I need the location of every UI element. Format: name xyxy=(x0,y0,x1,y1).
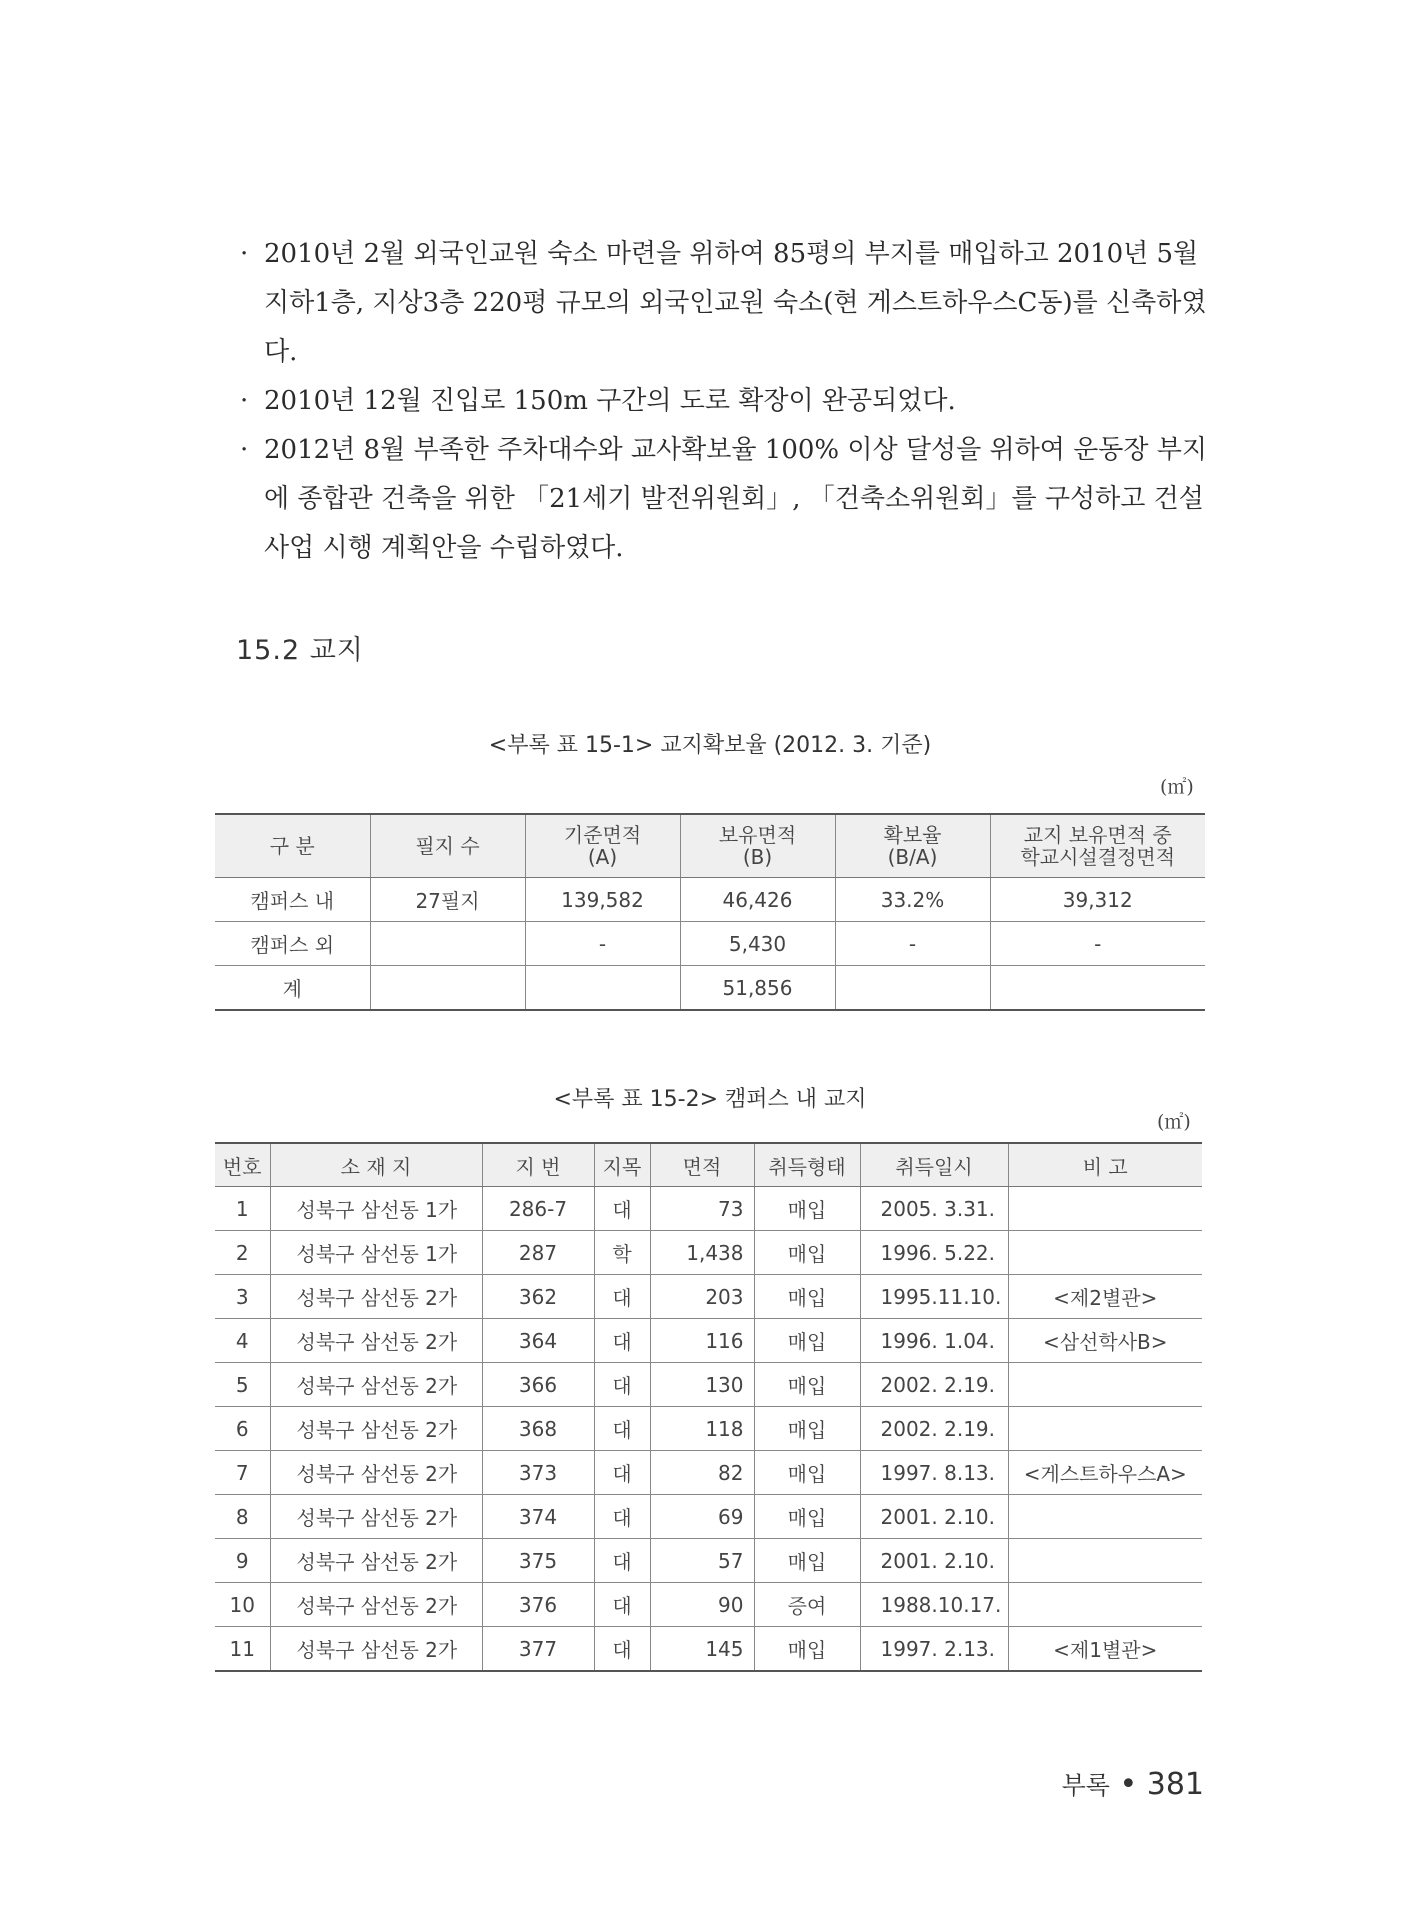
header-cell: 지목 xyxy=(594,1143,650,1187)
table-cell: 대 xyxy=(594,1495,650,1539)
table-cell xyxy=(1008,1231,1202,1275)
header-cell xyxy=(525,814,680,878)
table-cell: 매입 xyxy=(754,1231,860,1275)
table-cell: 1997. 8.13. xyxy=(860,1451,1008,1495)
page-number: 381 xyxy=(1146,1767,1204,1802)
table-cell: 성북구 삼선동 2가 xyxy=(270,1451,482,1495)
table-cell: 1995.11.10. xyxy=(860,1275,1008,1319)
table-cell: <게스트하우스A> xyxy=(1008,1451,1202,1495)
table2-unit: (㎡) xyxy=(1157,1111,1191,1133)
table-header-row xyxy=(215,1143,1202,1187)
table-cell: 2002. 2.19. xyxy=(860,1363,1008,1407)
table-cell: 1988.10.17. xyxy=(860,1583,1008,1627)
table-row xyxy=(215,878,1205,922)
table-cell: 매입 xyxy=(754,1495,860,1539)
table-cell: 366 xyxy=(482,1363,594,1407)
land-ratio-table xyxy=(215,813,1205,1011)
table-cell: 대 xyxy=(594,1539,650,1583)
table-cell xyxy=(1008,1495,1202,1539)
table-row xyxy=(215,1627,1202,1672)
bullet-text: 2012년 8월 부족한 주차대수와 교사확보율 100% 이상 달성을 위하여 운동장 부지에 종합관 건축을 위한 「21세기 발전위원회」, 「건축소위원회」를 구성하고 건설사업 시행 계획안을 수립하였다. xyxy=(264,435,1207,563)
table-cell: 139,582 xyxy=(525,878,680,922)
table-cell: 매입 xyxy=(754,1187,860,1231)
table-cell: 5,430 xyxy=(680,922,835,966)
table-cell: 매입 xyxy=(754,1407,860,1451)
table1-unit: (㎡) xyxy=(1160,776,1194,798)
table-row xyxy=(215,1495,1202,1539)
table-cell: 매입 xyxy=(754,1275,860,1319)
header-line: 교지 보유면적 중 xyxy=(1023,823,1172,847)
campus-land-table xyxy=(215,1142,1202,1672)
table-cell xyxy=(1008,1407,1202,1451)
table-cell: 1996. 1.04. xyxy=(860,1319,1008,1363)
header-cell: 비 고 xyxy=(1008,1143,1202,1187)
table-cell: 1 xyxy=(215,1187,270,1231)
table-cell: 203 xyxy=(650,1275,754,1319)
table-cell: <제2별관> xyxy=(1008,1275,1202,1319)
table-cell: - xyxy=(525,922,680,966)
table-row xyxy=(215,1583,1202,1627)
table-cell: - xyxy=(835,922,990,966)
table-cell: 145 xyxy=(650,1627,754,1672)
table-row xyxy=(215,1539,1202,1583)
table-cell: 57 xyxy=(650,1539,754,1583)
header-line: 기준면적 xyxy=(563,823,642,847)
table-cell: - xyxy=(990,922,1205,966)
table-cell: 대 xyxy=(594,1187,650,1231)
header-line: (A) xyxy=(587,845,618,869)
table-cell: 2002. 2.19. xyxy=(860,1407,1008,1451)
table-cell: 73 xyxy=(650,1187,754,1231)
table-cell: 성북구 삼선동 1가 xyxy=(270,1187,482,1231)
table-cell: 매입 xyxy=(754,1319,860,1363)
bullet-list xyxy=(240,230,1210,573)
table-cell: 4 xyxy=(215,1319,270,1363)
table-cell: 8 xyxy=(215,1495,270,1539)
table-cell: 대 xyxy=(594,1319,650,1363)
bullet-marker: · xyxy=(240,239,249,269)
table-cell: 2001. 2.10. xyxy=(860,1539,1008,1583)
table-cell: 51,856 xyxy=(680,966,835,1011)
table-cell: 3 xyxy=(215,1275,270,1319)
table-cell xyxy=(370,922,525,966)
section-title: 15.2 교지 xyxy=(236,635,364,666)
table-cell: 39,312 xyxy=(990,878,1205,922)
table-row xyxy=(215,1319,1202,1363)
table-cell: 9 xyxy=(215,1539,270,1583)
header-cell: 지 번 xyxy=(482,1143,594,1187)
table-row xyxy=(215,1363,1202,1407)
table-cell: 286-7 xyxy=(482,1187,594,1231)
table2-caption: <부록 표 15-2> 캠퍼스 내 교지 xyxy=(553,1087,867,1112)
table-cell: 성북구 삼선동 2가 xyxy=(270,1583,482,1627)
table-row xyxy=(215,966,1205,1011)
table-cell: 373 xyxy=(482,1451,594,1495)
bullet-item xyxy=(240,377,1210,426)
table-cell: 362 xyxy=(482,1275,594,1319)
table-cell xyxy=(990,966,1205,1011)
table1-caption: <부록 표 15-1> 교지확보율 (2012. 3. 기준) xyxy=(488,733,932,758)
table-cell: 매입 xyxy=(754,1363,860,1407)
table-cell: 287 xyxy=(482,1231,594,1275)
table-cell: 46,426 xyxy=(680,878,835,922)
table-cell: 증여 xyxy=(754,1583,860,1627)
table-cell xyxy=(1008,1363,1202,1407)
table-row xyxy=(215,1187,1202,1231)
table-cell xyxy=(1008,1539,1202,1583)
footer-label: 부록 xyxy=(1061,1771,1110,1800)
table-cell: 성북구 삼선동 2가 xyxy=(270,1275,482,1319)
header-cell xyxy=(990,814,1205,878)
header-cell xyxy=(835,814,990,878)
header-cell: 취득형태 xyxy=(754,1143,860,1187)
table-cell: 2 xyxy=(215,1231,270,1275)
header-line: 확보율 xyxy=(883,823,942,847)
table-cell: 매입 xyxy=(754,1539,860,1583)
table-cell: <제1별관> xyxy=(1008,1627,1202,1672)
header-cell: 필지 수 xyxy=(370,814,525,878)
header-cell: 면적 xyxy=(650,1143,754,1187)
table-cell: <삼선학사B> xyxy=(1008,1319,1202,1363)
table-cell: 375 xyxy=(482,1539,594,1583)
header-line: (B/A) xyxy=(887,845,938,869)
bullet-marker: · xyxy=(240,386,249,416)
table-cell: 377 xyxy=(482,1627,594,1672)
table-cell: 대 xyxy=(594,1627,650,1672)
table-cell: 성북구 삼선동 2가 xyxy=(270,1319,482,1363)
table-cell xyxy=(835,966,990,1011)
table-cell: 27필지 xyxy=(370,878,525,922)
table-row xyxy=(215,1275,1202,1319)
table-cell xyxy=(1008,1187,1202,1231)
table-cell: 2001. 2.10. xyxy=(860,1495,1008,1539)
bullet-item xyxy=(240,426,1210,573)
table-cell xyxy=(1008,1583,1202,1627)
header-cell: 번호 xyxy=(215,1143,270,1187)
table-cell: 성북구 삼선동 1가 xyxy=(270,1231,482,1275)
header-line: 보유면적 xyxy=(718,823,797,847)
table-cell: 성북구 삼선동 2가 xyxy=(270,1495,482,1539)
table-cell: 10 xyxy=(215,1583,270,1627)
header-cell xyxy=(680,814,835,878)
header-line: (B) xyxy=(742,845,773,869)
table-cell: 매입 xyxy=(754,1627,860,1672)
table-cell: 7 xyxy=(215,1451,270,1495)
table-row xyxy=(215,922,1205,966)
header-line: 학교시설결정면적 xyxy=(1020,845,1176,869)
table-cell: 대 xyxy=(594,1407,650,1451)
table-cell: 캠퍼스 외 xyxy=(215,922,370,966)
table-cell: 69 xyxy=(650,1495,754,1539)
bullet-text: 2010년 12월 진입로 150m 구간의 도로 확장이 완공되었다. xyxy=(264,386,956,416)
table-cell: 학 xyxy=(594,1231,650,1275)
header-cell: 구 분 xyxy=(215,814,370,878)
table-cell: 계 xyxy=(215,966,370,1011)
table-cell xyxy=(525,966,680,1011)
table-cell: 368 xyxy=(482,1407,594,1451)
table-cell: 성북구 삼선동 2가 xyxy=(270,1363,482,1407)
table-cell: 374 xyxy=(482,1495,594,1539)
table-cell: 성북구 삼선동 2가 xyxy=(270,1407,482,1451)
table-row xyxy=(215,1231,1202,1275)
bullet-text: 2010년 2월 외국인교원 숙소 마련을 위하여 85평의 부지를 매입하고 2010년 5월 지하1층, 지상3층 220평 규모의 외국인교원 숙소(현 게스트하우스C동)를 신축하였다. xyxy=(264,239,1207,367)
bullet-item xyxy=(240,230,1210,377)
table-cell: 116 xyxy=(650,1319,754,1363)
table-cell: 캠퍼스 내 xyxy=(215,878,370,922)
table-cell: 5 xyxy=(215,1363,270,1407)
table-cell: 대 xyxy=(594,1583,650,1627)
footer-separator: • xyxy=(1119,1767,1138,1802)
table-cell: 대 xyxy=(594,1451,650,1495)
table-row xyxy=(215,1407,1202,1451)
table-cell: 1,438 xyxy=(650,1231,754,1275)
table-cell: 대 xyxy=(594,1363,650,1407)
table-cell: 33.2% xyxy=(835,878,990,922)
table-cell: 118 xyxy=(650,1407,754,1451)
table-cell: 11 xyxy=(215,1627,270,1672)
table-cell: 130 xyxy=(650,1363,754,1407)
table-cell: 1996. 5.22. xyxy=(860,1231,1008,1275)
table-cell: 90 xyxy=(650,1583,754,1627)
header-cell: 취득일시 xyxy=(860,1143,1008,1187)
table-cell: 82 xyxy=(650,1451,754,1495)
table-cell xyxy=(370,966,525,1011)
table-cell: 6 xyxy=(215,1407,270,1451)
header-cell: 소 재 지 xyxy=(270,1143,482,1187)
table-cell: 364 xyxy=(482,1319,594,1363)
bullet-marker: · xyxy=(240,435,249,465)
table-cell: 1997. 2.13. xyxy=(860,1627,1008,1672)
page-footer xyxy=(1062,1766,1204,1802)
table-cell: 376 xyxy=(482,1583,594,1627)
table-cell: 대 xyxy=(594,1275,650,1319)
table-cell: 성북구 삼선동 2가 xyxy=(270,1627,482,1672)
table-header-row xyxy=(215,814,1205,878)
table-row xyxy=(215,1451,1202,1495)
table-cell: 2005. 3.31. xyxy=(860,1187,1008,1231)
table-cell: 성북구 삼선동 2가 xyxy=(270,1539,482,1583)
table-cell: 매입 xyxy=(754,1451,860,1495)
